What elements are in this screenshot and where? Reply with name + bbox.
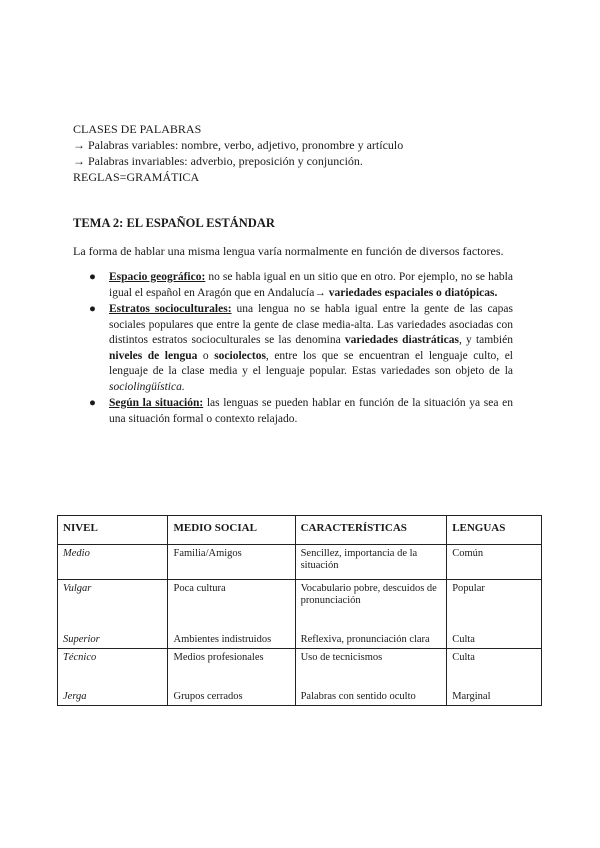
bullet-icon: ● bbox=[89, 271, 96, 283]
text: una lengua no se habla igual entre la gente de las capas sociales populares que entre la gente de clase media-alta. Las variedades asociadas con distintos estratos socioculturales se las denomina bbox=[109, 303, 513, 346]
term: Según la situación: bbox=[109, 397, 204, 409]
cell-stack bbox=[301, 583, 442, 645]
bold-term: niveles de lengua bbox=[109, 349, 198, 362]
lengua-tecnico: Culta bbox=[452, 652, 475, 663]
cell-stack bbox=[173, 652, 289, 702]
text: , y también bbox=[458, 334, 513, 346]
carac-superior: Reflexiva, pronunciación clara bbox=[300, 634, 430, 645]
table-row bbox=[58, 649, 542, 706]
table-header-row bbox=[58, 516, 542, 545]
medio-vulgar: Poca cultura bbox=[173, 583, 226, 594]
nivel-jerga: Jerga bbox=[63, 691, 87, 702]
lengua-vulgar: Popular bbox=[452, 583, 485, 594]
cell-stack bbox=[63, 652, 162, 702]
cell-stack bbox=[301, 652, 442, 702]
section-title: TEMA 2: EL ESPAÑOL ESTÁNDAR bbox=[73, 216, 275, 230]
bullet-icon: ● bbox=[89, 303, 96, 315]
term: Espacio geográfico: bbox=[109, 271, 206, 283]
cell-medio bbox=[168, 580, 295, 649]
intro-block bbox=[73, 121, 533, 185]
cell-stack bbox=[63, 583, 162, 645]
lengua-jerga: Marginal bbox=[452, 691, 491, 702]
intro-rules: REGLAS=GRAMÁTICA bbox=[73, 170, 200, 184]
section-lead: La forma de hablar una misma lengua varía normalmente en función de diversos factores. bbox=[73, 244, 504, 258]
cell-caracteristicas bbox=[295, 580, 447, 649]
text: , entre los que se encuentran el lenguaje culto, el lenguaje de la clase media y el lenguaje popular. Estas variedades son objeto de la bbox=[109, 349, 514, 377]
carac-vulgar: Vocabulario pobre, descuidos de pronunciación bbox=[300, 583, 437, 606]
levels-table bbox=[57, 515, 542, 706]
table-row bbox=[58, 580, 542, 649]
carac-jerga: Palabras con sentido oculto bbox=[300, 691, 416, 702]
text: o bbox=[197, 349, 215, 362]
table-row bbox=[58, 545, 542, 580]
medio-superior: Ambientes indistruidos bbox=[173, 634, 272, 645]
cell-stack bbox=[452, 583, 536, 645]
header-lenguas: LENGUAS bbox=[447, 516, 542, 545]
cell-caracteristicas bbox=[295, 649, 447, 706]
nivel-vulgar: Vulgar bbox=[63, 583, 92, 594]
text: las lenguas se pueden hablar en función de la situación ya sea en una situación formal o contexto relajado. bbox=[109, 397, 513, 425]
intro-variables: → Palabras variables: nombre, verbo, adjetivo, pronombre y artículo bbox=[73, 138, 404, 152]
header-medio: MEDIO SOCIAL bbox=[168, 516, 295, 545]
cell-nivel bbox=[58, 580, 168, 649]
cell-nivel bbox=[58, 649, 168, 706]
bold-term: variedades espaciales o diatópicas. bbox=[328, 286, 498, 299]
factors-list bbox=[73, 270, 513, 428]
cell-medio bbox=[168, 649, 295, 706]
term: Estratos socioculturales: bbox=[109, 303, 232, 315]
text: no se habla igual en un sitio que en otro. Por ejemplo, no se habla igual el español en Aragón que en Andalucía→ bbox=[109, 271, 513, 299]
cell-lengua bbox=[447, 580, 542, 649]
nivel-tecnico: Técnico bbox=[63, 652, 97, 663]
header-caracteristicas: CARACTERÍSTICAS bbox=[295, 516, 447, 545]
italic-term: sociolingüística. bbox=[109, 380, 185, 393]
cell-stack bbox=[173, 583, 289, 645]
cell-lengua: Común bbox=[447, 545, 542, 580]
medio-tecnico: Medios profesionales bbox=[173, 652, 264, 663]
cell-caracteristicas: Sencillez, importancia de la situación bbox=[295, 545, 447, 580]
header-nivel: NIVEL bbox=[58, 516, 168, 545]
cell-nivel: Medio bbox=[58, 545, 168, 580]
nivel-superior: Superior bbox=[63, 634, 100, 645]
intro-invariables: → Palabras invariables: adverbio, preposición y conjunción. bbox=[73, 154, 363, 168]
cell-medio: Familia/Amigos bbox=[168, 545, 295, 580]
intro-title: CLASES DE PALABRAS bbox=[73, 122, 202, 136]
list-item bbox=[73, 302, 513, 395]
bold-term: sociolectos bbox=[214, 349, 266, 362]
carac-tecnico: Uso de tecnicismos bbox=[300, 652, 383, 663]
medio-jerga: Grupos cerrados bbox=[173, 691, 243, 702]
cell-lengua bbox=[447, 649, 542, 706]
list-item bbox=[73, 396, 513, 427]
lengua-superior: Culta bbox=[452, 634, 475, 645]
bold-term: variedades diastráticas bbox=[344, 334, 459, 346]
bullet-icon: ● bbox=[89, 397, 96, 409]
cell-stack bbox=[452, 652, 536, 702]
list-item bbox=[73, 270, 513, 301]
